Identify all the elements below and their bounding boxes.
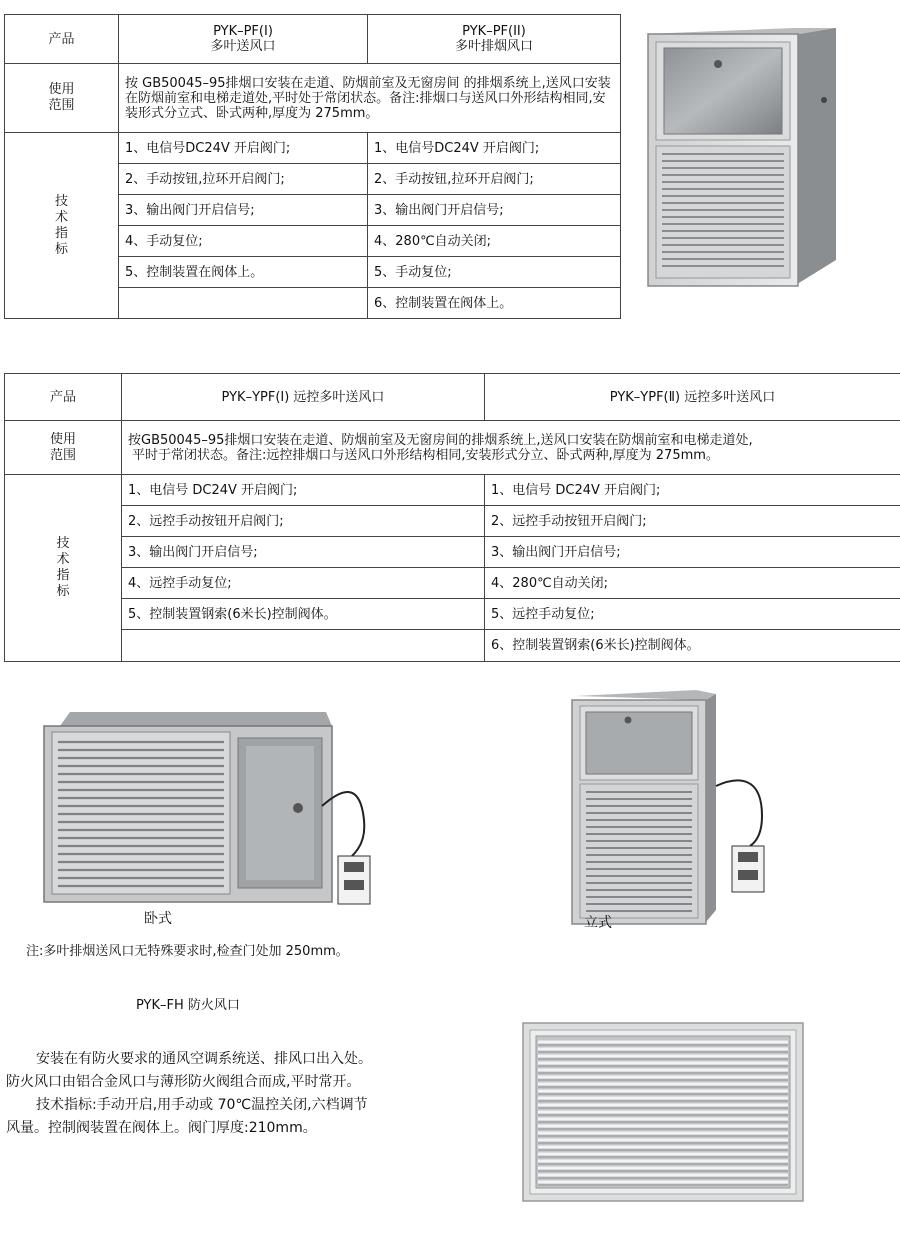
spec-item: 5、控制装置钢索(6米长)控制阀体。 bbox=[122, 599, 485, 630]
product-model: PYK–PF(I) bbox=[213, 24, 273, 39]
product-name: 多叶送风口 bbox=[210, 39, 276, 54]
usage-label: 使用范围 bbox=[5, 64, 119, 133]
spec-item: 5、控制装置在阀体上。 bbox=[119, 257, 368, 288]
spec-item: 5、手动复位; bbox=[368, 257, 621, 288]
spec-item: 1、电信号 DC24V 开启阀门; bbox=[122, 475, 485, 506]
usage-line: 按GB50045–95排烟口安装在走道、防烟前室及无窗房间的排烟系统上,送风口安装在防烟前室和电梯走道处, bbox=[128, 432, 753, 448]
spec-item: 2、远控手动按钮开启阀门; bbox=[485, 506, 900, 537]
usage-line: 平时于常闭状态。备注:远控排烟口与送风口外形结构相同,安装形式分立、卧式两种,厚度为 275mm。 bbox=[132, 447, 719, 463]
spec-table-pf bbox=[4, 14, 621, 319]
spec-item: 3、输出阀门开启信号; bbox=[485, 537, 900, 568]
product-model: PYK–PF(II) bbox=[462, 24, 526, 39]
horizontal-caption: 卧式 bbox=[144, 911, 172, 927]
usage-label: 使用范围 bbox=[5, 421, 122, 475]
horizontal-vent-photo bbox=[40, 710, 380, 910]
description-line: 安装在有防火要求的通风空调系统送、排风口出入处。 bbox=[36, 1051, 372, 1067]
tech-label: 技术指标 bbox=[5, 475, 122, 662]
description-line: 防火风口由铝合金风口与薄形防火阀组合而成,平时常开。 bbox=[6, 1074, 361, 1090]
description-line: 技术指标:手动开启,用手动或 70℃温控关闭,六档调节 bbox=[36, 1097, 368, 1113]
spec-item: 4、手动复位; bbox=[119, 226, 368, 257]
spec-item: 2、远控手动按钮开启阀门; bbox=[122, 506, 485, 537]
spec-item: 2、手动按钮,拉环开启阀门; bbox=[119, 164, 368, 195]
spec-item: 6、控制装置在阀体上。 bbox=[368, 288, 621, 319]
fire-vent-photo bbox=[522, 1022, 804, 1202]
vertical-vent-photo bbox=[640, 24, 840, 288]
product-name: 多叶排烟风口 bbox=[454, 39, 533, 54]
spec-item: 4、280℃自动关闭; bbox=[485, 568, 900, 599]
spec-item bbox=[122, 630, 485, 662]
spec-item: 3、输出阀门开启信号; bbox=[368, 195, 621, 226]
spec-table-ypf bbox=[4, 373, 900, 662]
spec-item: 1、电信号DC24V 开启阀门; bbox=[119, 133, 368, 164]
spec-item bbox=[119, 288, 368, 319]
spec-item: 4、280℃自动关闭; bbox=[368, 226, 621, 257]
description-line: 风量。控制阀装置在阀体上。阀门厚度:210mm。 bbox=[6, 1120, 317, 1136]
spec-item: 1、电信号 DC24V 开启阀门; bbox=[485, 475, 900, 506]
tech-label: 技术指标 bbox=[5, 133, 119, 319]
vertical-caption: 立式 bbox=[584, 915, 612, 931]
fire-vent-title: PYK–FH 防火风口 bbox=[136, 998, 240, 1013]
product-ypf1-header: PYK–YPF(Ⅰ) 远控多叶送风口 bbox=[122, 374, 485, 421]
product-pf2-header bbox=[368, 15, 621, 64]
spec-item: 1、电信号DC24V 开启阀门; bbox=[368, 133, 621, 164]
spec-item: 4、远控手动复位; bbox=[122, 568, 485, 599]
product-label: 产品 bbox=[5, 15, 119, 64]
spec-item: 2、手动按钮,拉环开启阀门; bbox=[368, 164, 621, 195]
spec-item: 5、远控手动复位; bbox=[485, 599, 900, 630]
spec-item: 3、输出阀门开启信号; bbox=[122, 537, 485, 568]
product-ypf2-header: PYK–YPF(Ⅱ) 远控多叶送风口 bbox=[485, 374, 900, 421]
note-text: 注:多叶排烟送风口无特殊要求时,检查门处加 250mm。 bbox=[26, 944, 349, 959]
product-pf1-header bbox=[119, 15, 368, 64]
spec-item: 3、输出阀门开启信号; bbox=[119, 195, 368, 226]
vertical-vent-controller-photo bbox=[566, 686, 776, 930]
fire-vent-description bbox=[6, 1048, 372, 1140]
spec-item: 6、控制装置钢索(6米长)控制阀体。 bbox=[485, 630, 900, 662]
usage-text: 按 GB50045–95排烟口安装在走道、防烟前室及无窗房间 的排烟系统上,送风口安装在防烟前室和电梯走道处,平时处于常闭状态。备注:排烟口与送风口外形结构相同,安装形式分立式、卧式两种,厚度为 275mm。 bbox=[119, 64, 621, 133]
usage-text bbox=[122, 421, 900, 475]
product-label: 产品 bbox=[5, 374, 122, 421]
